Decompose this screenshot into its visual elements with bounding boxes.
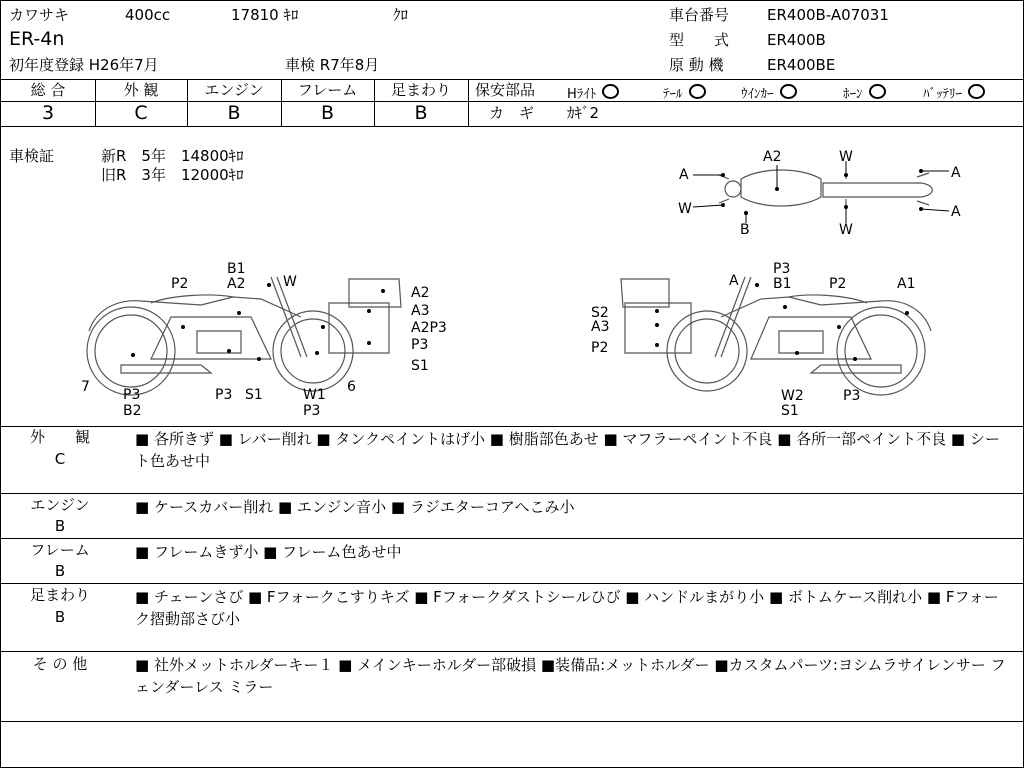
label-top: W (839, 222, 853, 238)
label-right: A (729, 273, 739, 289)
grade-header-frame: フレーム (297, 81, 358, 99)
label-right: S2 (591, 305, 609, 321)
label-right: A3 (591, 319, 610, 335)
remark-grade: C (54, 450, 66, 468)
remark-label: 外 観 (29, 428, 90, 446)
label-left: A3 (411, 303, 430, 319)
remark-label: フレーム (30, 541, 90, 559)
docs-label: 車検証 (9, 147, 55, 165)
displacement: 400cc (125, 6, 171, 24)
grade-engine: B (227, 102, 241, 124)
label-top: A (951, 165, 961, 181)
first-registration: 初年度登録 H26年7月 (9, 56, 159, 74)
label-left: P3 (123, 387, 141, 403)
label-top: A2 (763, 149, 782, 165)
safety-battery: ﾊﾞｯﾃﾘｰ (923, 84, 985, 101)
label-left: 7 (81, 379, 90, 395)
divider (1, 79, 1023, 80)
label-left: B2 (123, 403, 142, 419)
ok-circle-icon (689, 84, 706, 99)
remark-label: エンジン (30, 496, 90, 514)
label-right: P3 (773, 261, 791, 277)
label-left: S1 (245, 387, 263, 403)
remark-grade: B (54, 608, 66, 626)
grade-header-total: 総 合 (30, 81, 66, 99)
label-right: B1 (773, 276, 792, 292)
label-top: A (951, 204, 961, 220)
label-right: P3 (843, 388, 861, 404)
ok-circle-icon (780, 84, 797, 99)
label-right: S1 (781, 403, 799, 419)
model-name: ER-4n (9, 28, 65, 50)
label-left: P3 (215, 387, 233, 403)
damage-diagram (1, 127, 1023, 425)
type-value: ER400B (767, 31, 826, 49)
docs-line-1: 新R 5年 14800ｷﾛ (101, 147, 244, 165)
docs-line-2: 旧R 3年 12000ｷﾛ (101, 166, 244, 184)
safety-tail: ﾃｰﾙ (663, 84, 706, 101)
grade-suspension: B (414, 102, 428, 124)
remark-text: ■ フレームきず小 ■ フレーム色あせ中 (135, 543, 402, 561)
remark-label: 足まわり (29, 586, 90, 604)
ok-circle-icon (869, 84, 886, 99)
safety-winker: ｳｲﾝｶｰ (741, 84, 797, 101)
divider (1, 101, 1023, 102)
grade-frame: B (320, 102, 335, 124)
key-value: ｶｷﾞ2 (567, 104, 600, 122)
label-left: A2P3 (411, 320, 447, 336)
label-top: W (678, 201, 692, 217)
remark-label: そ の 他 (32, 655, 88, 673)
label-left: A2 (411, 285, 430, 301)
ok-circle-icon (602, 84, 619, 99)
label-right: A1 (897, 276, 916, 292)
label-left: A2 (227, 276, 246, 292)
grade-header-engine: エンジン (204, 81, 264, 99)
color: ｸﾛ (393, 6, 409, 24)
ok-circle-icon (968, 84, 985, 99)
label-left: B1 (227, 261, 246, 277)
remark-grade: B (54, 517, 66, 535)
grade-header-exterior: 外 観 (123, 81, 159, 99)
engine-label: 原 動 機 (669, 56, 724, 74)
label-top: B (740, 222, 750, 238)
key-label: カ ギ (489, 104, 535, 122)
frame-no: ER400B-A07031 (767, 6, 889, 24)
maker: カワサキ (9, 6, 70, 24)
grade-total: 3 (41, 102, 55, 124)
label-left: P3 (411, 337, 429, 353)
label-left: W (283, 274, 297, 290)
remark-text: ■ 社外メットホルダーキー１ ■ メインキーホルダー部破損 ■装備品:メットホルダー ■カスタムパーツ:ヨシムラサイレンサー フェンダーレス ミラー (135, 656, 1006, 696)
remark-text: ■ チェーンさび ■ Fフォークこすりキズ ■ Fフォークダストシールひび ■ ハンドルまがり小 ■ ボトムケース削れ小 ■ Fフォーク摺動部さび小 (135, 588, 999, 628)
safety-headlight: Hﾗｲﾄ (567, 84, 619, 101)
frame-no-label: 車台番号 (669, 6, 730, 24)
bike-top-view (719, 170, 932, 206)
type-label: 型 式 (669, 31, 730, 49)
bike-right-view (621, 277, 931, 395)
safety-horn: ﾎｰﾝ (843, 84, 886, 101)
label-right: W2 (781, 388, 804, 404)
label-left: 6 (347, 379, 356, 395)
remark-text: ■ ケースカバー削れ ■ エンジン音小 ■ ラジエターコアへこみ小 (135, 498, 575, 516)
label-top: W (839, 149, 853, 165)
label-left: W1 (303, 387, 326, 403)
remark-text: ■ 各所きず ■ レバー削れ ■ タンクペイントはげ小 ■ 樹脂部色あせ ■ マフラーペイント不良 ■ 各所一部ペイント不良 ■ シート色あせ中 (135, 430, 1000, 470)
grade-header-suspension: 足まわり (390, 81, 451, 99)
safety-label: 保安部品 (475, 81, 536, 99)
grade-exterior: C (134, 102, 148, 124)
engine-value: ER400BE (767, 56, 836, 74)
label-left: P2 (171, 276, 189, 292)
label-left: S1 (411, 358, 429, 374)
label-left: P3 (303, 403, 321, 419)
inspection-expiry: 車検 R7年8月 (285, 56, 380, 74)
label-right: P2 (591, 340, 609, 356)
label-right: P2 (829, 276, 847, 292)
mileage: 17810 ｷﾛ (231, 6, 299, 24)
top-view-markers (721, 169, 923, 215)
bike-left-view (87, 277, 401, 395)
remark-grade: B (54, 562, 66, 580)
label-top: A (679, 167, 689, 183)
